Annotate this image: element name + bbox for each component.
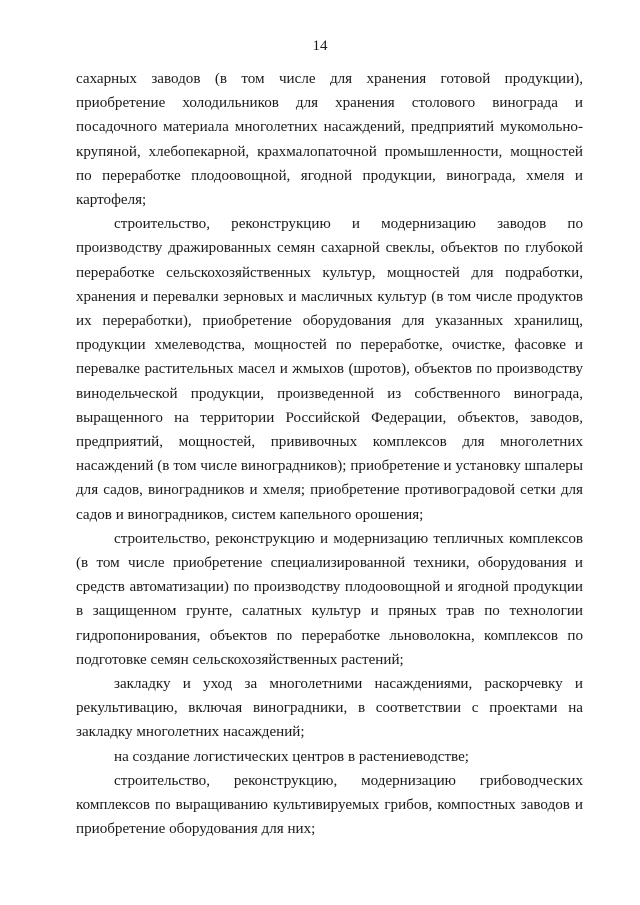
paragraph-processing-facilities: строительство, реконструкцию и модернизацию заводов по производству дражированных семян сахарной свеклы, объектов по глубокой переработке сельскохозяйственных культур, мощностей для подработки, хранения и перевалки зерновых и масличных культур (в том числе продуктов их переработки), приобретение оборудования для указанных хранилищ, продукции хмелеводства, мощностей по переработке, очистке, фасовке и перевалке растительных масел и жмыхов (шротов), объектов по производству винодельческой продукции, произведенной из собственного винограда, выращенного на территории Российской Федерации, объектов, заводов, предприятий, мощностей, прививочных комплексов для многолетних насаждений (в том числе виноградников); приобретение и установку шпалеры для садов, виноградников и хмеля; приобретение противоградовой сетки для садов и виноградников, систем капельного орошения; [76,216,583,523]
paragraph-mushroom-complexes: строительство, реконструкцию, модернизацию грибоводческих комплексов по выращиванию культивируемых грибов, компостных заводов и приобретение оборудования для них; [76,772,583,838]
paragraph-perennial-plantings: закладку и уход за многолетними насаждениями, раскорчевку и рекультивацию, включая виноградники, в соответствии с проектами на закладку многолетних насаждений; [76,676,583,741]
paragraph-continuation: сахарных заводов (в том числе для хранения готовой продукции), приобретение холодильников для хранения столового винограда и посадочного материала многолетних насаждений, предприятий мукомольно-крупяной, хлебопекарной, крахмалопаточной промышленности, мощностей по переработке плодоовощной, ягодной продукции, винограда, хмеля и картофеля; [76,71,583,209]
document-body [76,67,583,842]
paragraph-logistics-centers: на создание логистических центров в растениеводстве; [114,748,469,765]
paragraph-greenhouse-complexes: строительство, реконструкцию и модернизацию тепличных комплексов (в том числе приобретение специализированной техники, оборудования и средств автоматизации) по производству плодоовощной и ягодной продукции в защищенном грунте, салатных культур и пряных трав по технологии гидропонирования, объектов по переработке льноволокна, комплексов по подготовке семян сельскохозяйственных растений; [76,530,583,668]
page-number: 14 [312,38,328,54]
